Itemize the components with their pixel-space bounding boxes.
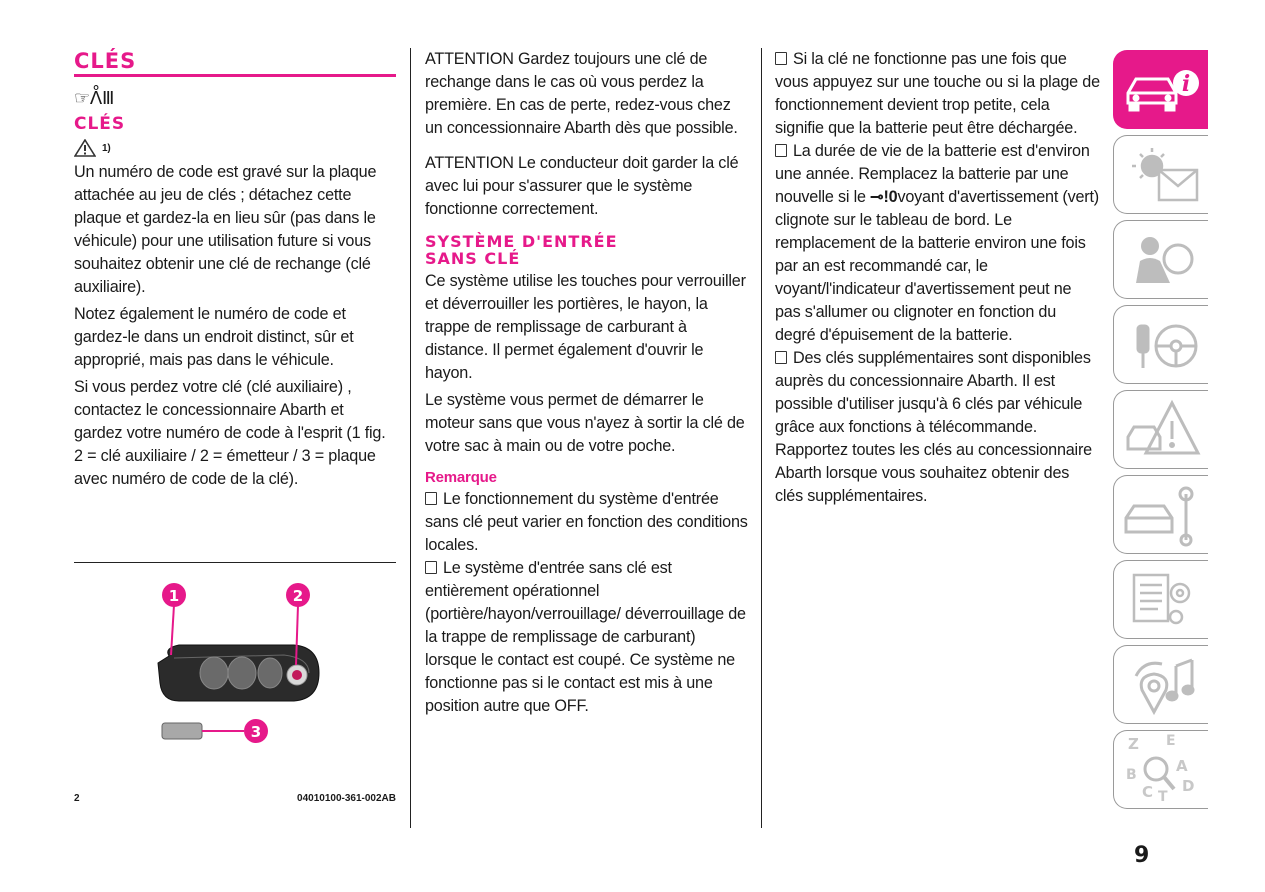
column-divider xyxy=(761,48,762,828)
column-3 xyxy=(775,48,1100,508)
bullet-item xyxy=(775,347,1100,508)
key-figure xyxy=(74,562,396,807)
car-wrench-icon xyxy=(1114,476,1209,555)
callout-2: 2 xyxy=(292,587,304,605)
bullet-text: Le système d'entrée sans clé est entièrement opérationnel (portière/hayon/verrouillage/ déverrouillage de la trappe de remplissage de carburant) lorsque le contact est coupé. Ce système ne fonctionne pas si le contact est mis à une position autre que OFF. xyxy=(425,559,746,715)
bullet-item xyxy=(775,140,1100,347)
warning-reference xyxy=(74,135,396,161)
callout-1: 1 xyxy=(168,587,180,605)
bullet-text: Si la clé ne fonctionne pas une fois que vous appuyez sur une touche ou si la plage de fonctionnement devient trop petite, cela signifie que la batterie peut être déchargée. xyxy=(775,50,1100,137)
index-letter: C xyxy=(1142,783,1154,801)
title-rule xyxy=(74,74,396,77)
bullet-item xyxy=(425,557,750,718)
callout-3: 3 xyxy=(250,723,262,741)
paragraph: Si vous perdez votre clé (clé auxiliaire) , contactez le concessionnaire Abarth et gardez votre numéro de code à l'esprit (1 fig. 2 = clé auxiliaire / 2 = émetteur / 3 = plaque avec numéro de code de la clé). xyxy=(74,378,386,488)
index-letter: E xyxy=(1166,733,1176,749)
index-letter: D xyxy=(1182,777,1195,795)
paragraph: Un numéro de code est gravé sur la plaque attachée au jeu de clés ; détachez cette plaque et gardez-la en lieu sûr (pas dans le véhicule) pour une utilisation future si vous souhaitez obtenir une clé de rechange (clé auxiliaire). xyxy=(74,163,377,296)
column-1 xyxy=(74,48,396,495)
chapter-tabs xyxy=(1113,50,1208,815)
tab-dashboard-lights[interactable] xyxy=(1113,135,1208,214)
music-signal-icon xyxy=(1114,646,1209,725)
paragraph: Ce système utilise les touches pour verrouiller et déverrouiller les portières, le hayon, la trappe de remplissage de carburant à distance. Il permet également d'ouvrir le hayon. xyxy=(425,272,746,382)
checkbox-bullet-icon xyxy=(775,144,787,157)
tab-maintenance[interactable] xyxy=(1113,475,1208,554)
checkbox-bullet-icon xyxy=(425,561,437,574)
index-letter: T xyxy=(1158,789,1168,805)
section-title-line: SYSTÈME D'ENTRÉE xyxy=(425,232,618,251)
attention-note: ATTENTION Gardez toujours une clé de rechange dans le cas où vous perdez la première. En cas de perte, redez-vous chez un concessionnaire Abarth dès que possible. xyxy=(425,50,738,137)
column-2 xyxy=(425,48,750,718)
warning-icon xyxy=(74,139,96,157)
tab-multimedia[interactable] xyxy=(1113,645,1208,724)
checkbox-bullet-icon xyxy=(775,351,787,364)
paragraph: Le système vous permet de démarrer le moteur sans que vous n'ayez à sortir la clé de votre sac à main ou de votre poche. xyxy=(425,391,745,455)
airbag-person-icon xyxy=(1114,221,1209,300)
bullet-text: Le fonctionnement du système d'entrée sans clé peut varier en fonction des conditions locales. xyxy=(425,490,748,554)
key-symbol-icon: ☞ᐰⅢ xyxy=(74,88,115,108)
index-letter: A xyxy=(1176,757,1188,775)
section-title: CLÉS xyxy=(74,114,126,134)
document-gear-icon xyxy=(1114,561,1209,640)
index-letter: Z xyxy=(1128,735,1139,753)
page-number: 9 xyxy=(1134,843,1150,868)
section-title xyxy=(425,233,750,267)
key-battery-warning-icon: ⊸!0 xyxy=(870,188,898,206)
checkbox-bullet-icon xyxy=(775,52,787,65)
tab-emergency[interactable] xyxy=(1113,390,1208,469)
warning-triangle-car-icon xyxy=(1114,391,1209,470)
index-letter: B xyxy=(1126,767,1137,783)
bullet-item xyxy=(425,488,750,557)
car-info-icon xyxy=(1128,79,1176,110)
figure-caption xyxy=(74,793,396,804)
tab-safety[interactable] xyxy=(1113,220,1208,299)
key-illustration xyxy=(74,563,396,793)
sun-envelope-icon xyxy=(1114,136,1209,215)
key-steering-wheel-icon xyxy=(1114,306,1209,385)
bullet-text: Des clés supplémentaires sont disponibles auprès du concessionnaire Abarth. Il est possible d'utiliser jusqu'à 6 clés par véhicule grâce aux fonctions à télécommande. Rapportez toutes les clés au concessionnaire Abarth lorsque vous souhaitez obtenir des clés supplémentaires. xyxy=(775,349,1092,505)
page-title: CLÉS xyxy=(74,49,137,73)
checkbox-bullet-icon xyxy=(425,492,437,505)
attention-note: ATTENTION Le conducteur doit garder la clé avec lui pour s'assurer que le système fonctionne correctement. xyxy=(425,154,739,218)
remark-title: Remarque xyxy=(425,469,497,486)
bullet-item xyxy=(775,48,1100,140)
bullet-text: voyant d'avertissement (vert) clignote sur le tableau de bord. Le remplacement de la batterie environ une fois par an est recommandé car, le voyant/l'indicateur d'avertissement peut ne pas s'allumer ou clignoter en fonction du degré d'épuisement de la batterie. xyxy=(775,188,1099,344)
section-title-line: SANS CLÉ xyxy=(425,249,521,268)
column-divider xyxy=(410,48,411,828)
tab-starting-driving[interactable] xyxy=(1113,305,1208,384)
figure-number: 2 xyxy=(74,793,80,804)
index-search-icon xyxy=(1114,731,1209,810)
bullet-text: La durée de vie de la batterie est d'environ une année. Remplacez la batterie par une nouvelle si le xyxy=(775,142,1090,206)
figure-code: 04010100-361-002AB xyxy=(297,793,396,804)
paragraph: Notez également le numéro de code et gardez-le dans un endroit distinct, sûr et approprié, mais pas dans le véhicule. xyxy=(74,305,354,369)
tab-technical-data[interactable] xyxy=(1113,560,1208,639)
warning-ref-number: 1) xyxy=(102,142,111,154)
tab-index[interactable] xyxy=(1113,730,1208,809)
info-glyph: i xyxy=(1181,71,1191,97)
tab-vehicle-info[interactable] xyxy=(1113,50,1208,129)
